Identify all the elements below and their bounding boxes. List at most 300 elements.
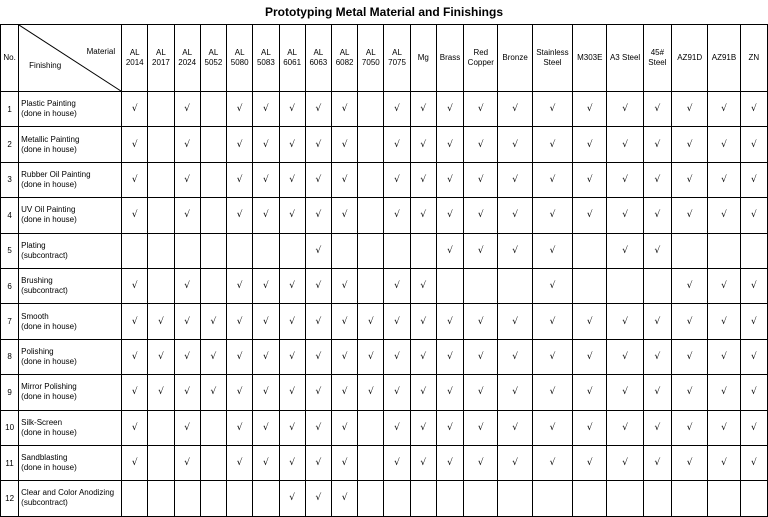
finishing-cell bbox=[19, 304, 122, 339]
check-cell bbox=[607, 410, 643, 445]
finishing-note: (done in house) bbox=[21, 109, 77, 119]
check-cell bbox=[607, 127, 643, 162]
header-material-line: Brass bbox=[439, 53, 461, 62]
check-mark-icon: √ bbox=[549, 281, 556, 292]
check-cell bbox=[410, 339, 436, 374]
check-mark-icon: √ bbox=[477, 387, 484, 398]
check-cell bbox=[498, 304, 532, 339]
header-material bbox=[358, 25, 384, 92]
check-cell bbox=[358, 162, 384, 197]
header-material-line: AL bbox=[287, 48, 298, 57]
check-mark-icon: √ bbox=[394, 104, 400, 115]
table-body bbox=[1, 92, 768, 517]
check-mark-icon: √ bbox=[549, 139, 556, 150]
check-cell bbox=[410, 268, 436, 303]
check-cell bbox=[253, 92, 279, 127]
finishing-note: (done in house) bbox=[21, 144, 77, 154]
check-mark-icon: √ bbox=[686, 422, 693, 433]
check-cell bbox=[410, 198, 436, 233]
check-cell bbox=[436, 198, 463, 233]
check-cell bbox=[174, 268, 200, 303]
finishing-name: Polishing bbox=[21, 346, 54, 356]
check-mark-icon: √ bbox=[654, 422, 661, 433]
check-cell bbox=[607, 233, 643, 268]
check-cell bbox=[331, 198, 357, 233]
check-mark-icon: √ bbox=[184, 139, 191, 150]
check-mark-icon: √ bbox=[622, 245, 628, 256]
check-cell bbox=[253, 198, 279, 233]
check-mark-icon: √ bbox=[367, 316, 374, 327]
check-cell bbox=[384, 198, 410, 233]
check-mark-icon: √ bbox=[289, 104, 295, 115]
row-number: 2 bbox=[1, 127, 19, 162]
check-cell bbox=[358, 304, 384, 339]
finishing-cell bbox=[19, 233, 122, 268]
finishing-cell bbox=[19, 92, 122, 127]
check-mark-icon: √ bbox=[586, 351, 593, 362]
header-material bbox=[643, 25, 671, 92]
check-cell bbox=[279, 162, 305, 197]
check-mark-icon: √ bbox=[477, 351, 484, 362]
check-cell bbox=[227, 339, 253, 374]
check-cell bbox=[174, 233, 200, 268]
check-cell bbox=[498, 233, 532, 268]
check-cell bbox=[358, 92, 384, 127]
check-cell bbox=[305, 481, 331, 516]
row-number: 3 bbox=[1, 162, 19, 197]
check-cell bbox=[305, 445, 331, 480]
check-cell bbox=[331, 92, 357, 127]
check-mark-icon: √ bbox=[477, 245, 484, 256]
header-material-line: AL bbox=[208, 48, 219, 57]
table-row bbox=[1, 410, 768, 445]
check-cell bbox=[532, 198, 572, 233]
check-mark-icon: √ bbox=[512, 104, 518, 115]
check-cell bbox=[148, 481, 174, 516]
check-cell bbox=[384, 410, 410, 445]
check-mark-icon: √ bbox=[750, 139, 757, 150]
check-cell bbox=[708, 127, 740, 162]
check-mark-icon: √ bbox=[341, 351, 348, 362]
check-cell bbox=[200, 339, 226, 374]
check-cell bbox=[253, 445, 279, 480]
check-mark-icon: √ bbox=[184, 210, 191, 221]
check-mark-icon: √ bbox=[184, 351, 191, 362]
header-material bbox=[740, 25, 767, 92]
check-cell bbox=[253, 162, 279, 197]
check-mark-icon: √ bbox=[263, 316, 269, 327]
check-cell bbox=[573, 410, 607, 445]
check-cell bbox=[607, 481, 643, 516]
finishing-note: (done in house) bbox=[21, 463, 77, 473]
header-material-line: AL bbox=[182, 48, 193, 57]
check-mark-icon: √ bbox=[210, 316, 217, 327]
check-cell bbox=[122, 233, 148, 268]
finishing-note: (done in house) bbox=[21, 392, 77, 402]
check-mark-icon: √ bbox=[236, 139, 243, 150]
header-no: No. bbox=[1, 25, 19, 92]
check-cell bbox=[358, 445, 384, 480]
check-mark-icon: √ bbox=[654, 351, 661, 362]
check-mark-icon: √ bbox=[686, 387, 693, 398]
check-mark-icon: √ bbox=[750, 422, 757, 433]
check-cell bbox=[200, 410, 226, 445]
check-mark-icon: √ bbox=[447, 422, 453, 433]
check-mark-icon: √ bbox=[236, 351, 243, 362]
header-material bbox=[200, 25, 226, 92]
finishing-cell bbox=[19, 445, 122, 480]
header-material-line: 6061 bbox=[283, 58, 302, 67]
check-mark-icon: √ bbox=[131, 281, 138, 292]
header-finishing-label: Finishing bbox=[29, 61, 62, 70]
check-cell bbox=[740, 233, 767, 268]
check-cell bbox=[643, 198, 671, 233]
check-cell bbox=[384, 445, 410, 480]
check-cell bbox=[607, 304, 643, 339]
finishing-cell bbox=[19, 198, 122, 233]
check-mark-icon: √ bbox=[236, 104, 243, 115]
check-cell bbox=[358, 198, 384, 233]
check-cell bbox=[607, 445, 643, 480]
check-cell bbox=[148, 198, 174, 233]
header-material-line: 6063 bbox=[309, 58, 328, 67]
check-cell bbox=[643, 127, 671, 162]
finishing-name: UV Oil Painting bbox=[21, 205, 76, 215]
check-cell bbox=[279, 445, 305, 480]
check-cell bbox=[464, 445, 498, 480]
check-mark-icon: √ bbox=[394, 316, 400, 327]
header-material bbox=[410, 25, 436, 92]
check-cell bbox=[410, 127, 436, 162]
check-cell bbox=[331, 481, 357, 516]
check-mark-icon: √ bbox=[131, 139, 138, 150]
check-mark-icon: √ bbox=[420, 351, 427, 362]
check-cell bbox=[607, 92, 643, 127]
check-mark-icon: √ bbox=[721, 174, 727, 185]
finishing-note: (done in house) bbox=[21, 427, 77, 437]
table-row bbox=[1, 198, 768, 233]
check-mark-icon: √ bbox=[512, 316, 518, 327]
check-mark-icon: √ bbox=[549, 316, 556, 327]
check-cell bbox=[464, 410, 498, 445]
header-material-line: Steel bbox=[543, 58, 562, 67]
check-cell bbox=[227, 92, 253, 127]
check-cell bbox=[200, 162, 226, 197]
check-cell bbox=[410, 375, 436, 410]
check-cell bbox=[532, 162, 572, 197]
check-mark-icon: √ bbox=[341, 281, 348, 292]
check-cell bbox=[532, 127, 572, 162]
check-cell bbox=[253, 375, 279, 410]
check-cell bbox=[148, 339, 174, 374]
check-mark-icon: √ bbox=[477, 139, 484, 150]
check-cell bbox=[436, 410, 463, 445]
check-cell bbox=[253, 410, 279, 445]
check-mark-icon: √ bbox=[236, 210, 243, 221]
check-cell bbox=[384, 375, 410, 410]
check-mark-icon: √ bbox=[447, 387, 453, 398]
check-mark-icon: √ bbox=[341, 104, 348, 115]
check-cell bbox=[410, 162, 436, 197]
check-mark-icon: √ bbox=[447, 351, 453, 362]
check-mark-icon: √ bbox=[236, 281, 243, 292]
finishing-cell bbox=[19, 162, 122, 197]
check-cell bbox=[464, 339, 498, 374]
check-cell bbox=[331, 445, 357, 480]
check-cell bbox=[740, 304, 767, 339]
check-cell bbox=[279, 304, 305, 339]
check-mark-icon: √ bbox=[750, 458, 757, 469]
row-number: 5 bbox=[1, 233, 19, 268]
check-mark-icon: √ bbox=[289, 387, 295, 398]
check-cell bbox=[464, 268, 498, 303]
check-mark-icon: √ bbox=[341, 174, 348, 185]
check-cell bbox=[643, 375, 671, 410]
check-mark-icon: √ bbox=[549, 245, 556, 256]
check-mark-icon: √ bbox=[549, 210, 556, 221]
check-cell bbox=[122, 445, 148, 480]
header-material bbox=[305, 25, 331, 92]
check-cell bbox=[331, 375, 357, 410]
check-cell bbox=[305, 127, 331, 162]
header-material-line: AL bbox=[313, 48, 324, 57]
check-mark-icon: √ bbox=[622, 210, 628, 221]
check-cell bbox=[122, 198, 148, 233]
header-material-line: AL bbox=[339, 48, 350, 57]
check-mark-icon: √ bbox=[341, 210, 348, 221]
check-mark-icon: √ bbox=[263, 174, 269, 185]
check-cell bbox=[305, 233, 331, 268]
check-mark-icon: √ bbox=[367, 387, 374, 398]
check-cell bbox=[358, 410, 384, 445]
check-mark-icon: √ bbox=[686, 139, 693, 150]
check-mark-icon: √ bbox=[131, 210, 138, 221]
check-mark-icon: √ bbox=[477, 174, 484, 185]
check-mark-icon: √ bbox=[289, 458, 295, 469]
check-mark-icon: √ bbox=[263, 139, 269, 150]
check-cell bbox=[410, 233, 436, 268]
table-row bbox=[1, 481, 768, 516]
table-row bbox=[1, 268, 768, 303]
check-mark-icon: √ bbox=[721, 104, 727, 115]
check-mark-icon: √ bbox=[263, 387, 269, 398]
check-mark-icon: √ bbox=[654, 104, 661, 115]
check-cell bbox=[200, 127, 226, 162]
check-cell bbox=[436, 127, 463, 162]
finishing-note: (done in house) bbox=[21, 179, 77, 189]
check-cell bbox=[708, 304, 740, 339]
check-mark-icon: √ bbox=[315, 245, 322, 256]
check-cell bbox=[331, 339, 357, 374]
header-material-line: Red bbox=[473, 48, 489, 57]
check-mark-icon: √ bbox=[512, 139, 518, 150]
check-cell bbox=[148, 445, 174, 480]
header-diagonal-cell bbox=[19, 25, 122, 92]
check-cell bbox=[227, 481, 253, 516]
check-cell bbox=[305, 304, 331, 339]
header-material bbox=[384, 25, 410, 92]
check-cell bbox=[532, 233, 572, 268]
check-cell bbox=[200, 268, 226, 303]
check-cell bbox=[532, 445, 572, 480]
header-material bbox=[672, 25, 708, 92]
check-mark-icon: √ bbox=[315, 458, 322, 469]
check-mark-icon: √ bbox=[236, 422, 243, 433]
check-mark-icon: √ bbox=[750, 104, 757, 115]
check-cell bbox=[358, 233, 384, 268]
check-mark-icon: √ bbox=[512, 387, 518, 398]
check-mark-icon: √ bbox=[586, 210, 593, 221]
header-material-line: 2017 bbox=[152, 58, 170, 67]
check-cell bbox=[464, 233, 498, 268]
header-material-line: 6082 bbox=[335, 58, 354, 67]
check-mark-icon: √ bbox=[158, 316, 164, 327]
row-number: 11 bbox=[1, 445, 19, 480]
check-cell bbox=[464, 127, 498, 162]
check-cell bbox=[331, 268, 357, 303]
check-mark-icon: √ bbox=[686, 351, 693, 362]
header-material bbox=[122, 25, 148, 92]
check-mark-icon: √ bbox=[263, 422, 269, 433]
check-mark-icon: √ bbox=[131, 458, 138, 469]
check-mark-icon: √ bbox=[131, 174, 138, 185]
check-cell bbox=[410, 481, 436, 516]
finishing-name: Smooth bbox=[21, 311, 49, 321]
header-material-line: A3 Steel bbox=[609, 53, 641, 62]
check-mark-icon: √ bbox=[184, 281, 191, 292]
check-cell bbox=[200, 233, 226, 268]
check-cell bbox=[498, 198, 532, 233]
check-mark-icon: √ bbox=[654, 458, 661, 469]
header-material-line: 5083 bbox=[256, 58, 275, 67]
check-mark-icon: √ bbox=[686, 104, 693, 115]
check-mark-icon: √ bbox=[367, 351, 374, 362]
check-mark-icon: √ bbox=[394, 458, 400, 469]
header-material-line: Mg bbox=[417, 53, 429, 62]
table-row bbox=[1, 127, 768, 162]
check-cell bbox=[174, 410, 200, 445]
check-mark-icon: √ bbox=[341, 316, 348, 327]
check-mark-icon: √ bbox=[394, 387, 400, 398]
check-mark-icon: √ bbox=[184, 174, 191, 185]
check-cell bbox=[532, 339, 572, 374]
check-mark-icon: √ bbox=[236, 174, 243, 185]
finishing-note: (subcontract) bbox=[21, 286, 68, 296]
check-mark-icon: √ bbox=[586, 422, 593, 433]
check-mark-icon: √ bbox=[447, 316, 453, 327]
check-cell bbox=[148, 233, 174, 268]
check-cell bbox=[643, 92, 671, 127]
header-material bbox=[532, 25, 572, 92]
header-material bbox=[708, 25, 740, 92]
header-material-line: 7050 bbox=[361, 58, 380, 67]
check-cell bbox=[607, 268, 643, 303]
header-material bbox=[464, 25, 498, 92]
header-material-line: Steel bbox=[648, 58, 667, 67]
check-cell bbox=[410, 410, 436, 445]
check-cell bbox=[740, 127, 767, 162]
check-cell bbox=[573, 268, 607, 303]
check-cell bbox=[436, 304, 463, 339]
check-cell bbox=[200, 481, 226, 516]
check-cell bbox=[573, 339, 607, 374]
finishing-cell bbox=[19, 127, 122, 162]
check-cell bbox=[532, 92, 572, 127]
check-cell bbox=[708, 410, 740, 445]
check-cell bbox=[305, 410, 331, 445]
page-title: Prototyping Metal Material and Finishings bbox=[264, 5, 504, 19]
check-cell bbox=[410, 304, 436, 339]
check-mark-icon: √ bbox=[750, 351, 757, 362]
finishing-name: Mirror Polishing bbox=[21, 382, 77, 392]
check-mark-icon: √ bbox=[447, 104, 453, 115]
header-material-line: AZ91B bbox=[711, 53, 737, 62]
check-mark-icon: √ bbox=[721, 316, 727, 327]
check-cell bbox=[708, 339, 740, 374]
check-cell bbox=[436, 268, 463, 303]
check-mark-icon: √ bbox=[447, 245, 453, 256]
check-cell bbox=[200, 375, 226, 410]
check-cell bbox=[464, 481, 498, 516]
check-mark-icon: √ bbox=[549, 422, 556, 433]
check-mark-icon: √ bbox=[654, 316, 661, 327]
check-cell bbox=[672, 268, 708, 303]
check-cell bbox=[174, 481, 200, 516]
check-cell bbox=[643, 233, 671, 268]
check-cell bbox=[148, 410, 174, 445]
header-material bbox=[227, 25, 253, 92]
check-cell bbox=[279, 268, 305, 303]
check-cell bbox=[174, 339, 200, 374]
finishing-name: Metallic Painting bbox=[21, 134, 80, 144]
check-cell bbox=[174, 304, 200, 339]
check-cell bbox=[672, 481, 708, 516]
check-cell bbox=[607, 162, 643, 197]
check-cell bbox=[532, 304, 572, 339]
check-cell bbox=[358, 339, 384, 374]
check-cell bbox=[279, 375, 305, 410]
check-cell bbox=[358, 375, 384, 410]
check-mark-icon: √ bbox=[131, 351, 138, 362]
check-cell bbox=[200, 304, 226, 339]
check-cell bbox=[498, 162, 532, 197]
header-material-line: AL bbox=[365, 48, 376, 57]
check-cell bbox=[708, 233, 740, 268]
check-mark-icon: √ bbox=[394, 281, 400, 292]
check-cell bbox=[358, 127, 384, 162]
check-mark-icon: √ bbox=[447, 139, 453, 150]
check-mark-icon: √ bbox=[686, 281, 693, 292]
check-mark-icon: √ bbox=[420, 387, 427, 398]
header-material bbox=[253, 25, 279, 92]
check-mark-icon: √ bbox=[721, 458, 727, 469]
check-cell bbox=[174, 375, 200, 410]
check-cell bbox=[464, 304, 498, 339]
check-cell bbox=[498, 375, 532, 410]
finishing-name: Clear and Color Anodizing bbox=[21, 488, 115, 498]
check-cell bbox=[672, 162, 708, 197]
check-cell bbox=[279, 198, 305, 233]
check-mark-icon: √ bbox=[131, 104, 138, 115]
check-mark-icon: √ bbox=[315, 174, 322, 185]
check-mark-icon: √ bbox=[341, 422, 348, 433]
check-cell bbox=[384, 268, 410, 303]
header-material-line: AL bbox=[234, 48, 245, 57]
check-cell bbox=[279, 127, 305, 162]
check-cell bbox=[122, 410, 148, 445]
check-cell bbox=[436, 481, 463, 516]
check-cell bbox=[200, 92, 226, 127]
